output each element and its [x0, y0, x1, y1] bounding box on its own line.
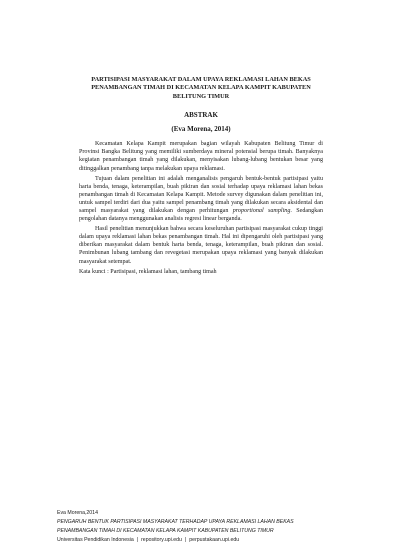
paragraph-2-text-end: . Sedangkan pengolahan datanya menggunakan analisis regresi linear berganda. — [79, 207, 323, 223]
author-line: (Eva Morena, 2014) — [171, 125, 231, 134]
abstract-paragraph-1: Kecamatan Kelapa Kampit merupakan bagian wilayah Kabupaten Belitung Timur di Provinsi Bangka Belitung yang memiliki sumberdaya mineral potensial berupa timah. Banyaknya kegiatan penambangan timah yang dilakukan, menyisakan lubang-lubang bentukan besar yang ditinggalkan penambang tanpa melakukan upaya reklamasi. — [79, 141, 323, 172]
footer-separator-1: | — [136, 536, 139, 543]
abstract-body — [79, 76, 323, 276]
paper-title: PARTISIPASI MASYARAKAT DALAM UPAYA REKLAMASI LAHAN BEKAS PENAMBANGAN TIMAH DI KECAMATAN KELAPA KAMPIT KABUPATEN BELITUNG TIMUR — [91, 76, 311, 100]
footer-title-line-2: PENAMBANGAN TIMAH DI KECAMATAN KELAPA KAMPIT KABUPATEN BELITUNG TIMUR — [57, 527, 274, 534]
section-heading: ABSTRAK — [184, 111, 218, 120]
paragraph-2-text-start: Tujuan dalam penelitian ini adalah menganalisis pengaruh bentuk-bentuk partisipasi yaitu harta benda, tenaga, keterampilan, buah pikiran dan sosial terhadap upaya reklamasi lahan bekas penambangan timah di Kecamatan Kelapa Kampit. Metode survey digunakan dalam penelitian ini, untuk sampel terdiri dari dua yaitu sampel penambang timah yang dilakukan secara aksidental dan sampel masyarakat yang dilakukan dengan perhitungan — [79, 175, 323, 214]
abstract-paragraph-3: Hasil penelitian menunjukkan bahwa secara keseluruhan partisipasi masyarakat cukup tinggi dalam upaya reklamasi lahan bekas penambangan timah. Hal ini dipengaruhi oleh partisipasi yang diberikan masyarakat dalam bentuk harta benda, tenaga, keterampilan, buah pikiran dan sosial. Penimbunan lubang tambang dan revegetasi merupakan upaya reklamasi yang banyak dilakukan masyarakat setempat. — [79, 226, 323, 265]
footer-institution: Universitas Pendidikan Indonesia — [57, 536, 134, 543]
footer-repository-link[interactable]: repository.upi.edu — [141, 536, 182, 543]
footer-library-link[interactable]: perpustakaan.upi.edu — [189, 536, 240, 543]
page-footer — [57, 509, 357, 545]
abstract-paragraph-2 — [79, 175, 323, 224]
paragraph-2-italic-term: proportional sampling — [232, 207, 291, 214]
footer-institution-line — [57, 536, 357, 545]
footer-title-line-1: PENGARUH BENTUK PARTISIPASI MASYARAKAT TERHADAP UPAYA REKLAMASI LAHAN BEKAS — [57, 518, 294, 525]
footer-separator-2: | — [184, 536, 187, 543]
keywords-line: Kata kunci : Partisipasi, reklamasi lahan, tambang timah — [79, 268, 217, 275]
footer-author: Eva Morena,2014 — [57, 510, 98, 516]
